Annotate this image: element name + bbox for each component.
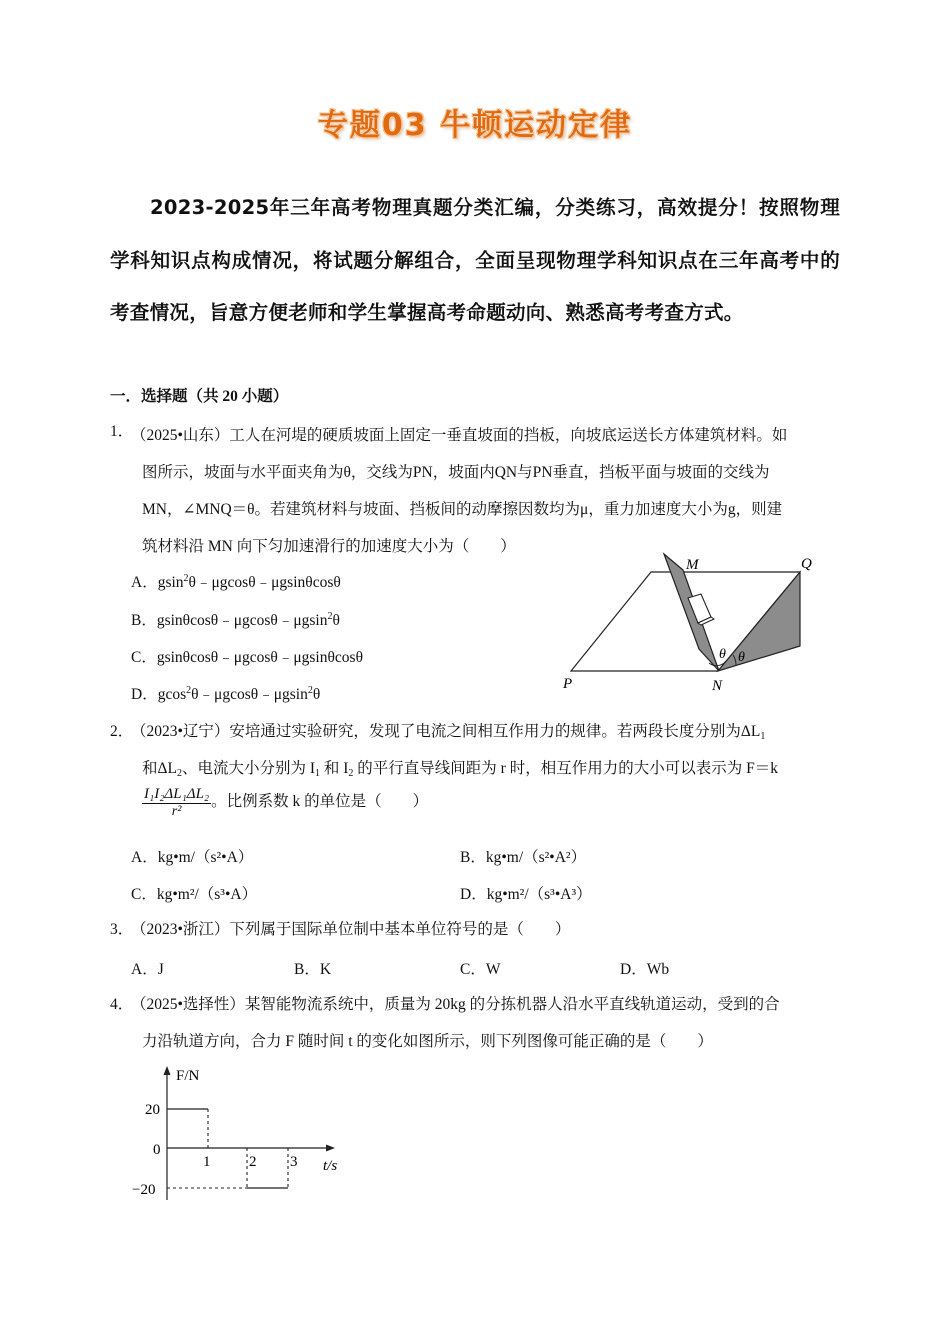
option-b: B．kg•m/（s²•A²）	[460, 849, 587, 866]
option-c: C．kg•m²/（s³•A）	[131, 886, 258, 903]
question-text-line: 力沿轨道方向，合力 F 随时间 t 的变化如图所示，则下列图像可能正确的是（ ）	[142, 1033, 713, 1050]
question-4	[110, 990, 850, 1056]
question-number: 1．	[110, 423, 134, 440]
option-d: D．gcos$^2$θ﹣μgcosθ﹣μgsin$^2$θ	[131, 685, 321, 703]
option-a: A．J	[131, 961, 164, 978]
label-theta-2: θ	[738, 650, 745, 665]
option-b: B．gsinθcosθ﹣μgcosθ﹣μgsin$^2$θ	[131, 611, 340, 629]
option-c: C．gsinθcosθ﹣μgcosθ﹣μgsinθcosθ	[131, 649, 363, 666]
x-tick-3: 3	[290, 1154, 298, 1170]
y-tick-20: 20	[145, 1102, 160, 1118]
question-text-line: 图所示，坡面与水平面夹角为θ，交线为PN，坡面内QN与PN垂直，挡板平面与坡面的交线为	[142, 464, 770, 481]
force-time-graph	[130, 1060, 370, 1210]
question-text-line: 和$\Delta L_2$、电流大小分别为 $I_1$ 和 $I_2$ 的平行直导线间距为 r 时，相互作用力的大小可以表示为 F＝k	[142, 760, 778, 779]
label-n: N	[712, 678, 723, 694]
question-number: 3．	[110, 921, 134, 938]
x-tick-2: 2	[249, 1154, 257, 1170]
label-p: P	[563, 676, 573, 692]
slope-diagram	[555, 545, 855, 695]
question-2	[110, 717, 850, 820]
label-q: Q	[801, 556, 812, 572]
question-text-line: （2023•辽宁）安培通过实验研究，发现了电流之间相互作用力的规律。若两段长度分别为$\Delta L_1$	[131, 723, 766, 742]
x-tick-1: 1	[203, 1154, 211, 1170]
y-tick-0: 0	[153, 1142, 161, 1158]
option-d: D．kg•m²/（s³•A³）	[460, 886, 592, 903]
option-c: C．W	[460, 961, 501, 978]
question-number: 4．	[110, 996, 134, 1013]
question-text-line: （2023•浙江）下列属于国际单位制中基本单位符号的是（ ）	[131, 921, 571, 938]
y-axis-label: F/N	[176, 1068, 200, 1084]
section-heading: 一．选择题（共 20 小题）	[110, 388, 289, 405]
question-3	[110, 915, 570, 944]
question-text-line: $\frac{\text{I₁I₂ΔL₁ΔL₂}}{\text{r²}}$ 。比例系数 k 的单位是（ ）	[144, 786, 429, 819]
force-formula-fraction: $\frac{\text{I₁I₂ΔL₁ΔL₂}}{\text{r²}}$	[144, 786, 210, 819]
question-text-line: （2025•选择性）某智能物流系统中，质量为 20kg 的分拣机器人沿水平直线轨道运动，受到的合	[131, 996, 780, 1013]
page-title: 专题03 牛顿运动定律	[317, 108, 633, 143]
question-text-line: 筑材料沿 MN 向下匀加速滑行的加速度大小为（ ）	[142, 538, 516, 555]
x-axis-label: t/s	[323, 1158, 338, 1174]
label-m: M	[686, 557, 699, 573]
option-a: A．gsin$^2$θ﹣μgcosθ﹣μgsinθcosθ	[131, 573, 341, 591]
question-text-line: （2025•山东）工人在河堤的硬质坡面上固定一垂直坡面的挡板，向坡底运送长方体建筑材料。如	[131, 427, 788, 444]
option-a: A．kg•m/（s²•A）	[131, 849, 254, 866]
label-theta-1: θ	[719, 647, 726, 662]
option-b: B．K	[294, 961, 332, 978]
question-number: 2．	[110, 723, 134, 740]
y-tick-neg20: −20	[132, 1182, 156, 1198]
option-d: D．Wb	[620, 961, 670, 978]
question-text-line: MN，∠MNQ＝θ。若建筑材料与坡面、挡板间的动摩擦因数均为μ，重力加速度大小为g，则建	[142, 501, 783, 518]
intro-paragraph: 2023-2025年三年高考物理真题分类汇编，分类练习，高效提分！按照物理学科知识点构成情况，将试题分解组合，全面呈现物理学科知识点在三年高考中的考查情况，旨意方便老师和学生掌握高考命题动向、熟悉高考考查方式。	[110, 196, 840, 324]
question-1	[110, 417, 850, 565]
